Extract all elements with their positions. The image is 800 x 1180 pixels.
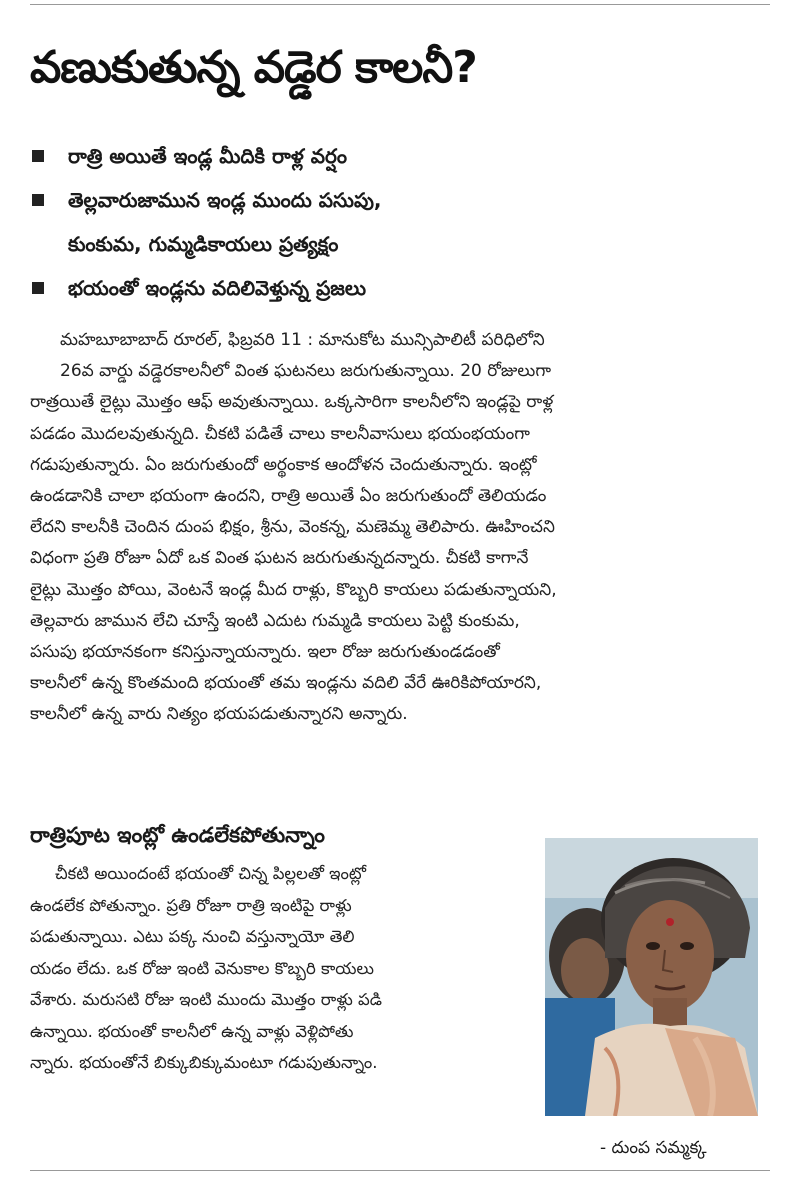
quote-line: వేశారు. మరుసటి రోజు ఇంటి ముందు మొత్తం రాళ్లు పడి	[30, 990, 382, 1009]
body-line: రాత్రయితే లైట్లు మొత్తం ఆఫ్ అవుతున్నాయి. ఒక్కసారిగా కాలనీలోని ఇండ్లపై రాళ్ల	[30, 392, 554, 413]
body-line: పడడం మొదలవుతున్నది. చీకటి పడితే చాలు కాలనీవాసులు భయంభయంగా	[30, 423, 530, 444]
quote-credit: - దుంప సమ్మక్క	[600, 1138, 707, 1158]
quote-line: ఉన్నాయి. భయంతో కాలనీలో ఉన్న వాళ్లు వెళ్లిపోతు	[30, 1021, 354, 1041]
body-line: మహబూబాబాద్ రూరల్, ఫిబ్రవరి 11 : మానుకోట మున్సిపాలిటీ పరిధిలోని	[60, 330, 545, 350]
top-rule	[30, 4, 770, 5]
bullet-item	[30, 178, 770, 266]
bullet-text: తెల్లవారుజామున ఇండ్ల ముందు పసుపు,	[68, 188, 382, 212]
quote-body	[30, 858, 525, 1079]
article-body	[30, 325, 775, 731]
body-line: లైట్లు మొత్తం పోయి, వెంటనే ఇండ్ల మీద రాళ్లు, కొబ్బరి కాయలు పడుతున్నాయని,	[30, 579, 557, 600]
bullet-text: భయంతో ఇండ్లను వదిలివెళ్తున్న ప్రజలు	[68, 276, 367, 300]
portrait-photo	[545, 838, 758, 1116]
body-line: కాలనీలో ఉన్న కొంతమంది భయంతో తమ ఇండ్లను వదిలి వేరే ఊరికిపోయారని,	[30, 673, 542, 694]
portrait-image	[545, 838, 758, 1116]
body-line: విధంగా ప్రతి రోజూ ఏదో ఒక వింత ఘటన జరుగుతున్నదన్నారు. చీకటి కాగానే	[30, 548, 529, 569]
bullet-item	[30, 266, 770, 310]
quote-line: పడుతున్నాయి. ఎటు పక్క నుంచి వస్తున్నాయో తెలి	[30, 927, 355, 946]
quote-line: ఉండలేక పోతున్నాం. ప్రతి రోజూ రాత్రి ఇంటిపై రాళ్లు	[30, 895, 352, 915]
body-line: గడుపుతున్నారు. ఏం జరుగుతుందో అర్థంకాక ఆందోళన చెందుతున్నారు. ఇంట్లో	[30, 454, 537, 475]
quote-line: చీకటి అయిందంటే భయంతో చిన్న పిల్లలతో ఇంట్లో	[55, 864, 367, 883]
sub-heading: రాత్రిపూట ఇంట్లో ఉండలేకపోతున్నాం	[30, 823, 325, 847]
bullet-square-icon	[32, 194, 44, 206]
bottom-rule	[30, 1170, 770, 1171]
quote-line: న్నారు. భయంతోనే బిక్కుబిక్కుమంటూ గడుపుతున్నాం.	[30, 1053, 378, 1072]
headline: వణుకుతున్న వడ్డెర కాలనీ?	[30, 42, 477, 93]
bullet-square-icon	[32, 282, 44, 294]
bullet-square-icon	[32, 150, 44, 162]
body-line: 26వ వార్డు వడ్డెరకాలనీలో వింత ఘటనలు జరుగుతున్నాయి. 20 రోజులుగా	[60, 361, 551, 382]
body-line: లేదని కాలనీకి చెందిన దుంప భిక్షం, శ్రీను, వెంకన్న, మణెమ్మ తెలిపారు. ఊహించని	[30, 517, 555, 538]
bullet-list	[30, 134, 770, 310]
body-line: తెల్లవారు జామున లేచి చూస్తే ఇంటి ఎదుట గుమ్మడి కాయలు పెట్టి కుంకుమ,	[30, 610, 520, 631]
quote-line: యడం లేదు. ఒక రోజు ఇంటి వెనుకాల కొబ్బరి కాయలు	[30, 958, 374, 978]
bullet-item	[30, 134, 770, 178]
body-line: పసుపు భయానకంగా కనిస్తున్నాయన్నారు. ఇలా రోజు జరుగుతుండడంతో	[30, 642, 500, 663]
body-line: కాలనీలో ఉన్న వారు నిత్యం భయపడుతున్నారని అన్నారు.	[30, 704, 408, 725]
bullet-text: రాత్రి అయితే ఇండ్ల మీదికి రాళ్ల వర్షం	[68, 144, 347, 168]
bullet-text-continued: కుంకుమ, గుమ్మడికాయలు ప్రత్యక్షం	[68, 232, 339, 256]
body-line: ఉండడానికి చాలా భయంగా ఉందని, రాత్రి అయితే ఏం జరుగుతుందో తెలియడం	[30, 486, 547, 507]
